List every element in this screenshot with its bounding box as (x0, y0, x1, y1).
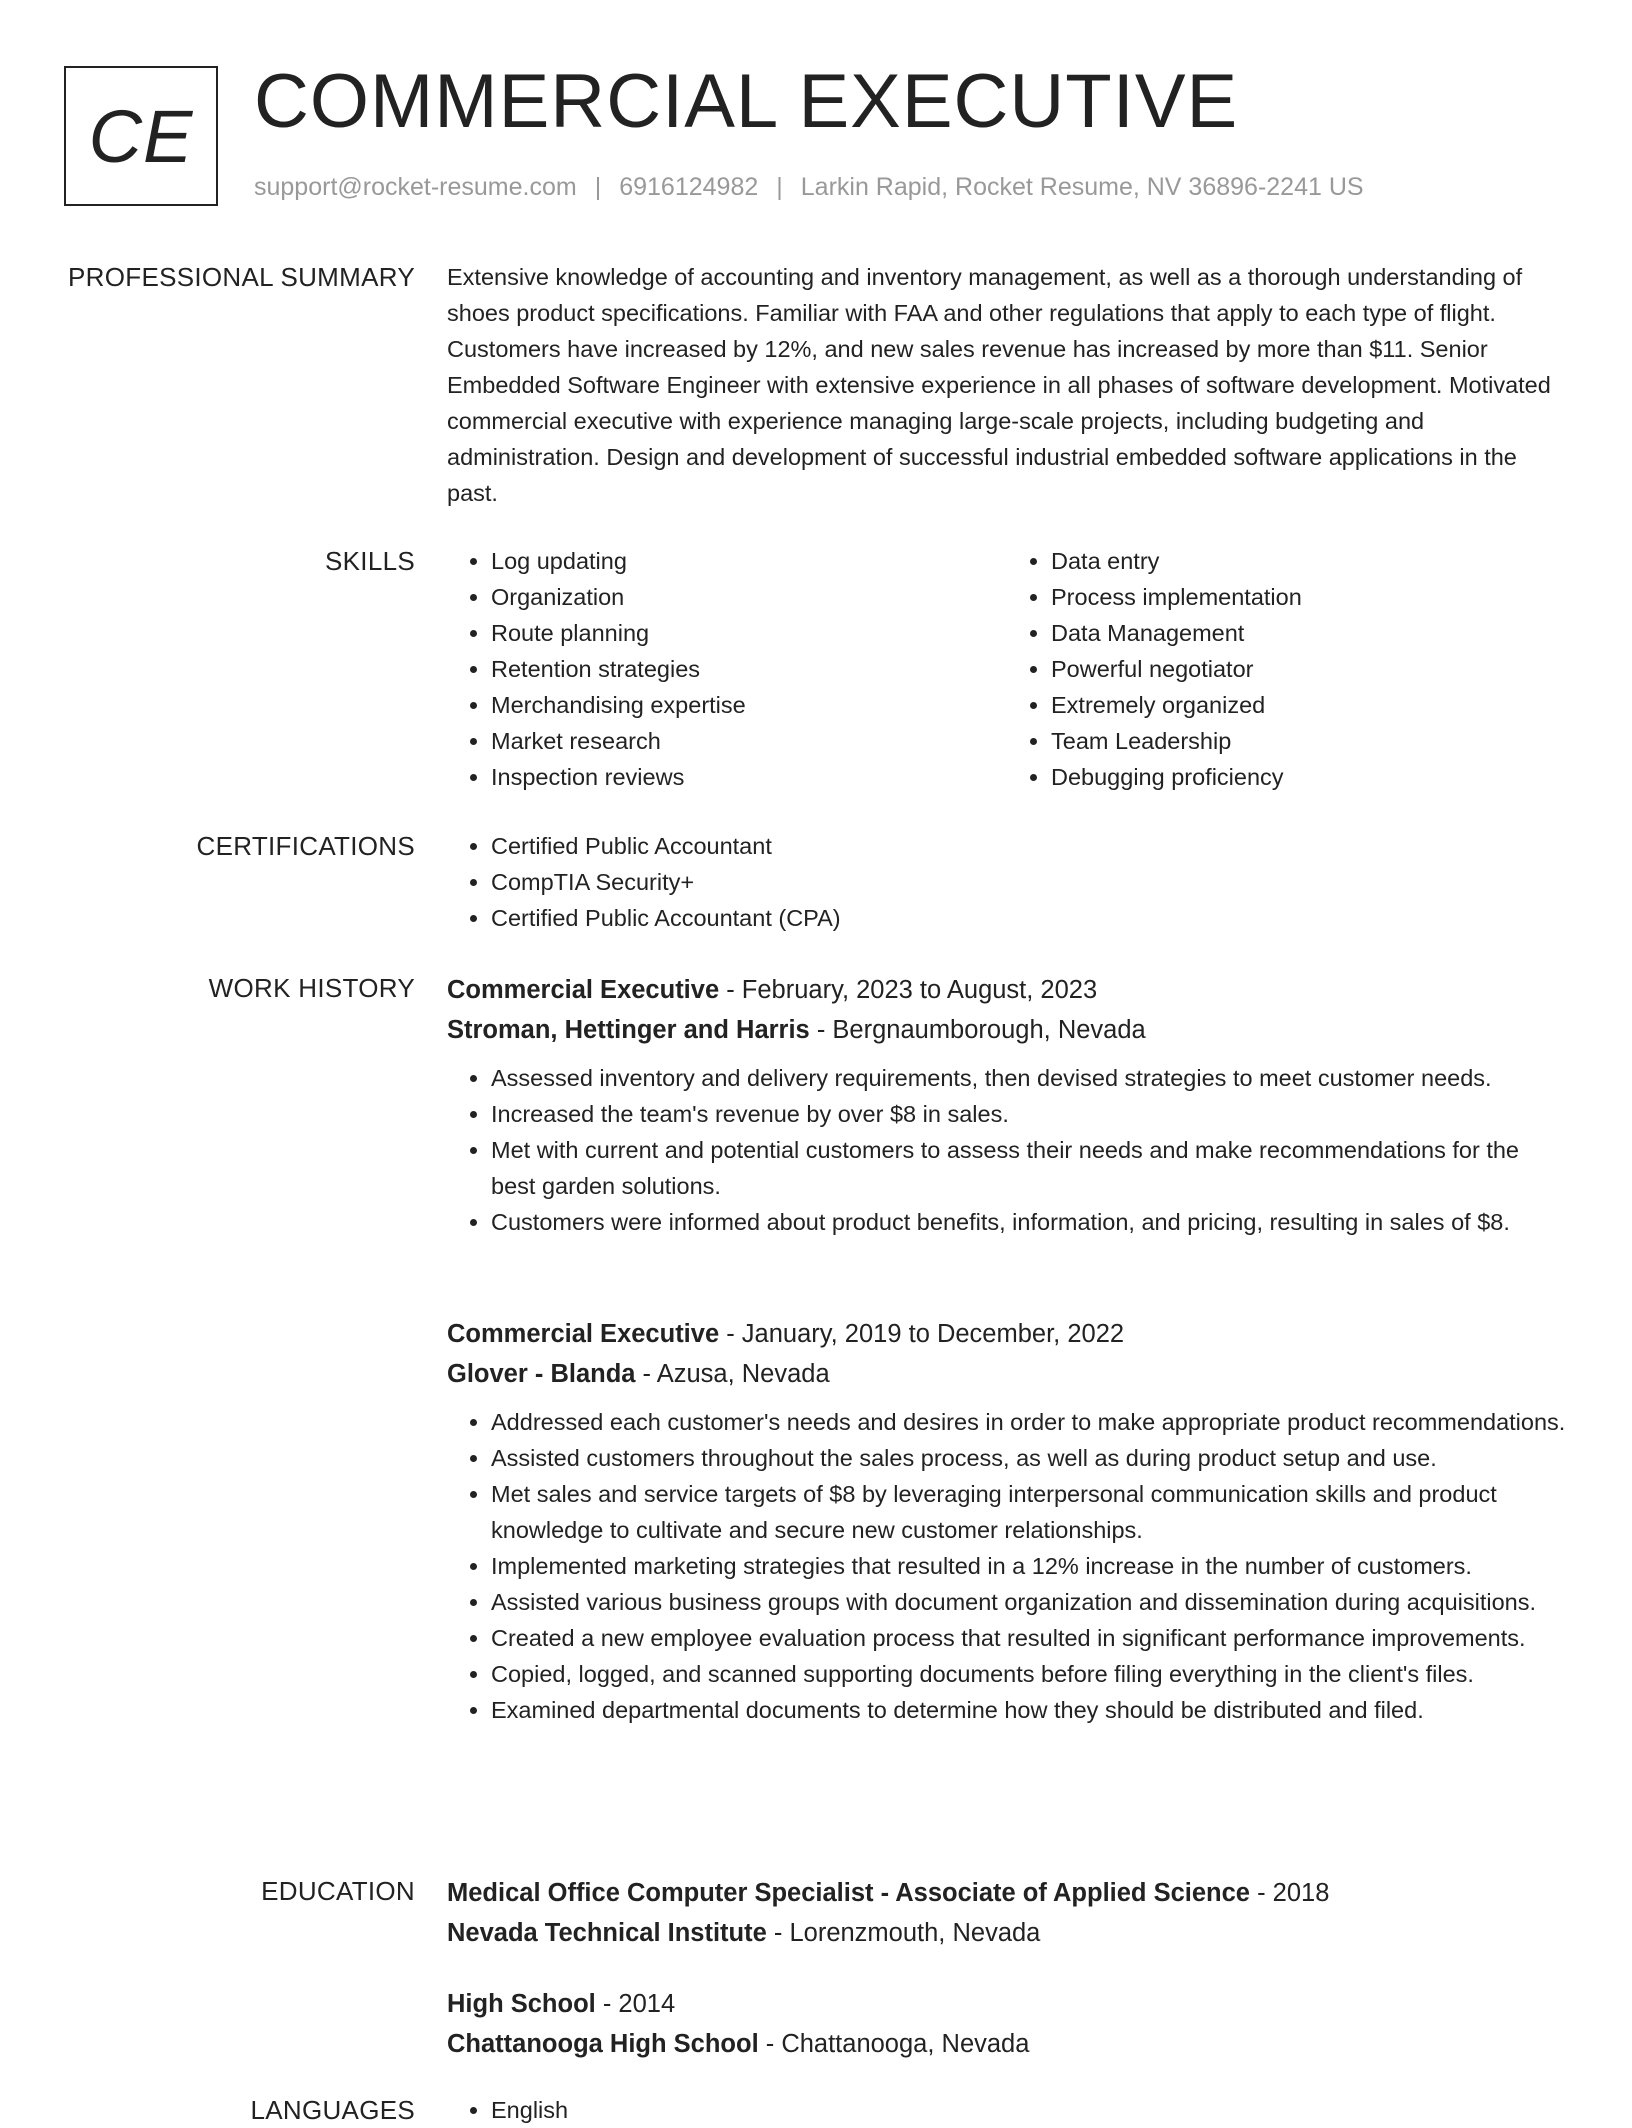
skill-item: • Data entry (1051, 543, 1567, 579)
skill-item: • Process implementation (1051, 579, 1567, 615)
education-school: Chattanooga High School (447, 2030, 759, 2058)
skill-item: • Retention strategies (491, 651, 1007, 687)
job-bullet: • Copied, logged, and scanned supporting documents before filing everything in the client's files. (491, 1656, 1567, 1692)
job-bullet: • Met sales and service targets of $8 by leveraging interpersonal communication skills and product knowledge to cultivate and secure new customer relationships. (491, 1476, 1567, 1548)
skills-list-right (1007, 543, 1567, 795)
job-entry (447, 1314, 1567, 1728)
education-year: - 2014 (595, 1990, 676, 2018)
job-bullet: • Assessed inventory and delivery requirements, then devised strategies to meet customer needs. (491, 1060, 1567, 1096)
job-location: - Bergnaumborough, Nevada (809, 1016, 1146, 1044)
education-degree: High School (447, 1990, 596, 2018)
monogram-initials: CE (88, 94, 194, 178)
education-school-line (447, 1913, 1567, 1953)
skill-item: • Log updating (491, 543, 1007, 579)
skill-item: • Inspection reviews (491, 759, 1007, 795)
job-bullet: • Assisted various business groups with document organization and dissemination during acquisitions. (491, 1584, 1567, 1620)
job-company-line (447, 1010, 1567, 1050)
certification-item: • Certified Public Accountant (CPA) (491, 900, 1567, 936)
job-company: Stroman, Hettinger and Harris (447, 1016, 810, 1044)
job-bullet: • Customers were informed about product benefits, information, and pricing, resulting in sales of $8. (491, 1204, 1567, 1240)
summary-content (447, 259, 1567, 511)
skill-item: • Organization (491, 579, 1007, 615)
skill-item: • Data Management (1051, 615, 1567, 651)
skill-item: • Extremely organized (1051, 687, 1567, 723)
work-history-content (447, 970, 1567, 1240)
resume-title: COMMERCIAL EXECUTIVE (254, 59, 1239, 144)
job-bullets (447, 1060, 1567, 1240)
section-label-skills: SKILLS (325, 546, 415, 576)
section-label-summary: PROFESSIONAL SUMMARY (68, 262, 415, 292)
job-bullet: • Examined departmental documents to determine how they should be distributed and filed. (491, 1692, 1567, 1728)
certifications-content (447, 828, 1567, 936)
education-year: - 2018 (1250, 1879, 1330, 1907)
skill-item: • Debugging proficiency (1051, 759, 1567, 795)
education-degree-line (447, 1984, 1567, 2024)
job-bullet: • Met with current and potential customers to assess their needs and make recommendations for the best garden solutions. (491, 1132, 1567, 1204)
section-label-work-history: WORK HISTORY (208, 973, 415, 1003)
certifications-list (447, 828, 1567, 936)
contact-email[interactable]: support@rocket-resume.com (254, 173, 577, 201)
skill-item: • Merchandising expertise (491, 687, 1007, 723)
job-dates: - February, 2023 to August, 2023 (719, 976, 1098, 1004)
summary-text: Extensive knowledge of accounting and inventory management, as well as a thorough understanding of shoes product specifications. Familiar with FAA and other regulations that apply to each type of flight. Customers have increased by 12%, and new sales revenue has increased by more than $11. Senior Embedded Software Engineer with extensive experience in all phases of software development. Motivated commercial executive with experience managing large-scale projects, including budgeting and administration. Design and development of successful industrial embedded software applications in the past. (447, 264, 1551, 506)
education-school: Nevada Technical Institute (447, 1919, 767, 1947)
contact-line (254, 173, 1364, 202)
education-content (447, 1873, 1567, 1953)
job-bullets (447, 1404, 1567, 1728)
skill-item: • Market research (491, 723, 1007, 759)
certification-item: • Certified Public Accountant (491, 828, 1567, 864)
job-company-line (447, 1354, 1567, 1394)
skill-item: • Powerful negotiator (1051, 651, 1567, 687)
job-bullet: • Created a new employee evaluation process that resulted in significant performance improvements. (491, 1620, 1567, 1656)
skill-item: • Team Leadership (1051, 723, 1567, 759)
languages-list (447, 2092, 1567, 2128)
education-degree: Medical Office Computer Specialist - Associate of Applied Science (447, 1879, 1250, 1907)
languages-content (447, 2092, 1567, 2128)
contact-address: Larkin Rapid, Rocket Resume, NV 36896-2241 US (800, 173, 1364, 201)
job-entry (447, 970, 1567, 1240)
job-bullet: • Assisted customers throughout the sales process, as well as during product setup and use. (491, 1440, 1567, 1476)
contact-separator: | (776, 173, 783, 201)
monogram-badge (64, 66, 218, 206)
skills-content (447, 543, 1567, 795)
certification-item: • CompTIA Security+ (491, 864, 1567, 900)
job-company: Glover - Blanda (447, 1360, 636, 1388)
job-location: - Azusa, Nevada (635, 1360, 830, 1388)
job-dates: - January, 2019 to December, 2022 (719, 1320, 1125, 1348)
education-content-2 (447, 1984, 1567, 2064)
job-title-line (447, 970, 1567, 1010)
job-bullet: • Addressed each customer's needs and desires in order to make appropriate product recommendations. (491, 1404, 1567, 1440)
skill-item: • Route planning (491, 615, 1007, 651)
work-history-content-2 (447, 1314, 1567, 1728)
contact-separator: | (594, 173, 602, 201)
section-label-education: EDUCATION (261, 1876, 415, 1906)
education-location: - Lorenzmouth, Nevada (766, 1919, 1041, 1947)
contact-phone[interactable]: 6916124982 (619, 173, 759, 201)
job-title-line (447, 1314, 1567, 1354)
job-bullet: • Implemented marketing strategies that resulted in a 12% increase in the number of customers. (491, 1548, 1567, 1584)
education-degree-line (447, 1873, 1567, 1913)
job-title: Commercial Executive (447, 976, 720, 1004)
skills-list-left (447, 543, 1007, 795)
job-bullet: • Increased the team's revenue by over $8 in sales. (491, 1096, 1567, 1132)
section-label-certifications: CERTIFICATIONS (196, 831, 415, 861)
section-label-languages: LANGUAGES (250, 2095, 415, 2125)
education-school-line (447, 2024, 1567, 2064)
education-location: - Chattanooga, Nevada (758, 2030, 1030, 2058)
language-item: • English (491, 2092, 1567, 2128)
job-title: Commercial Executive (447, 1320, 720, 1348)
